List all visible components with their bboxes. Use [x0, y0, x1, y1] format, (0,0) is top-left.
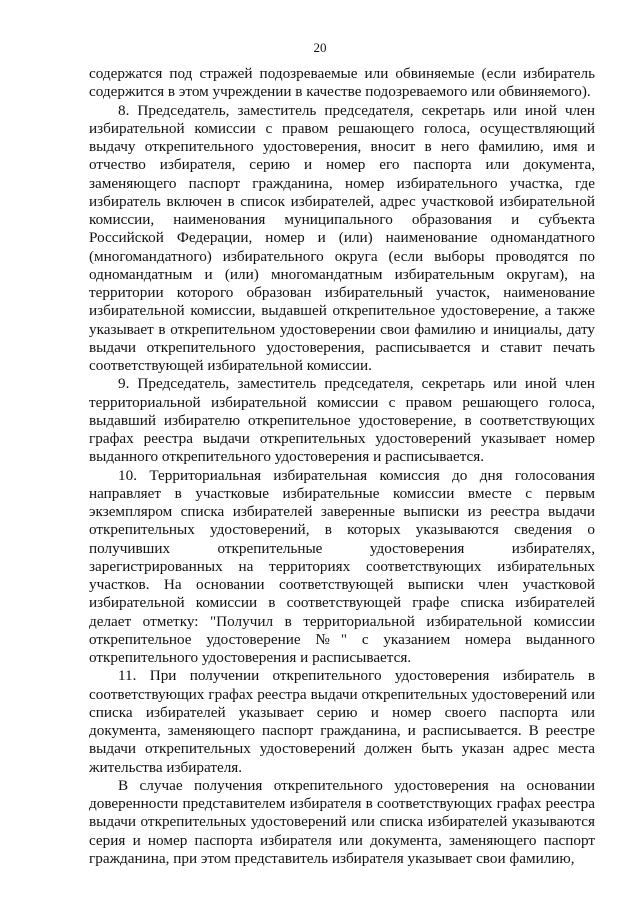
paragraph-proxy-case: В случае получения открепительного удостоверения на основании доверенности представителем избирателя в соответствующих графах реестра выдачи открепительных удостоверений или списка избирателей указываются серия и номер паспорта избирателя или документа, заменяющего паспорт гражданина, при этом представитель избирателя указывает свои фамилию, [89, 776, 595, 867]
paragraph-continuation: содержатся под стражей подозреваемые или обвиняемые (если избиратель содержится в этом учреждении в качестве подозреваемого или обвиняемого). [89, 65, 595, 101]
paragraph-item-10: 10. Территориальная избирательная комиссия до дня голосования направляет в участковые избирательные комиссии вместе с первым экземпляром списка избирателей заверенные выписки из реестра выдачи открепительных удостоверений, в которых указываются сведения о получивших открепительные удостоверения избирателях, зарегистрированных на территориях соответствующих избирательных участков. На основании соответствующей выписки член участковой избирательной комиссии в соответствующей графе списка избирателей делает отметку: "Получил в территориальной избирательной комиссии открепительное удостоверение №" с указанием номера выданного открепительного удостоверения и расписывается. [89, 466, 595, 666]
paragraph-item-9: 9. Председатель, заместитель председателя, секретарь или иной член территориальной избирательной комиссии с правом решающего голоса, выдавший избирателю открепительное удостоверение, в соответствующих графах реестра выдачи открепительных удостоверений указывает номер выданного открепительного удостоверения и расписывается. [89, 375, 595, 466]
document-body [89, 65, 595, 868]
paragraph-item-8: 8. Председатель, заместитель председателя, секретарь или иной член избирательной комиссии с правом решающего голоса, осуществляющий выдачу открепительного удостоверения, вносит в него фамилию, имя и отчество избирателя, серию и номер его паспорта или документа, заменяющего паспорт гражданина, номер избирательного участка, где избиратель включен в список избирателей, адрес участковой избирательной комиссии, наименования муниципального образования и субъекта Российской Федерации, номер и (или) наименование одномандатного (многомандатного) избирательного округа (если выборы проводятся по одномандатным и (или) многомандатным избирательным округам), на территории которого образован избирательный участок, наименование избирательной комиссии, выдавшей открепительное удостоверение, а также указывает в открепительном удостоверении свои фамилию и инициалы, дату выдачи открепительного удостоверения, расписывается и ставит печать соответствующей избирательной комиссии. [89, 101, 595, 374]
paragraph-item-11: 11. При получении открепительного удостоверения избиратель в соответствующих графах реестра выдачи открепительных удостоверений или списка избирателей указывает серию и номер своего паспорта или документа, заменяющего паспорт гражданина, и расписывается. В реестре выдачи открепительных удостоверений должен быть указан адрес места жительства избирателя. [89, 667, 595, 776]
page-number: 20 [313, 40, 327, 55]
